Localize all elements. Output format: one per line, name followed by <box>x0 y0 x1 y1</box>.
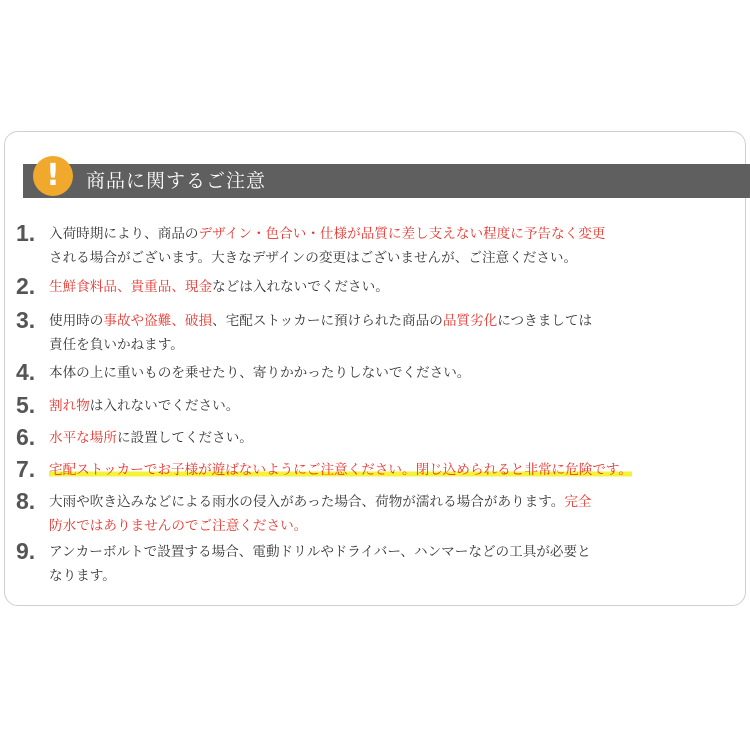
item-text: 使用時の事故や盗難、破損、宅配ストッカーに預けられた商品の品質劣化につきましては 責任を負いかねます。 <box>49 313 593 353</box>
item-number: 1. <box>16 220 36 246</box>
item-number: 5. <box>16 392 36 418</box>
item-number: 6. <box>16 424 36 450</box>
item-text: 入荷時期により、商品のデザイン・色合い・仕様が品質に差し支えない程度に予告なく変更 される場合がございます。大きなデザインの変更はございませんが、ご注意ください。 <box>49 226 606 266</box>
item-number: 3. <box>16 307 36 333</box>
warning-highlight: 宅配ストッカーでお子様が遊ばないようにご注意ください。閉じ込められると非常に危険です。 <box>49 462 633 478</box>
item-number: 2. <box>16 273 36 299</box>
page-title: 商品に関するご注意 <box>86 170 267 192</box>
item-text: 生鮮食料品、貴重品、現金などは入れないでください。 <box>49 279 389 295</box>
item-number: 8. <box>16 488 36 514</box>
item-text: 大雨や吹き込みなどによる雨水の侵入があった場合、荷物が濡れる場合があります。完全 防水ではありませんのでご注意ください。 <box>49 494 592 534</box>
item-text: 本体の上に重いものを乗せたり、寄りかかったりしないでください。 <box>49 365 471 381</box>
item-number: 9. <box>16 538 36 564</box>
exclamation-icon: ! <box>33 156 73 196</box>
item-text: 割れ物は入れないでください。 <box>49 398 240 414</box>
item-text: アンカーボルトで設置する場合、電動ドリルやドライバー、ハンマーなどの工具が必要と なります。 <box>49 544 591 584</box>
item-number: 4. <box>16 359 36 385</box>
item-text <box>49 458 744 482</box>
item-number: 7. <box>16 456 36 482</box>
item-text: 水平な場所に設置してください。 <box>49 430 253 446</box>
